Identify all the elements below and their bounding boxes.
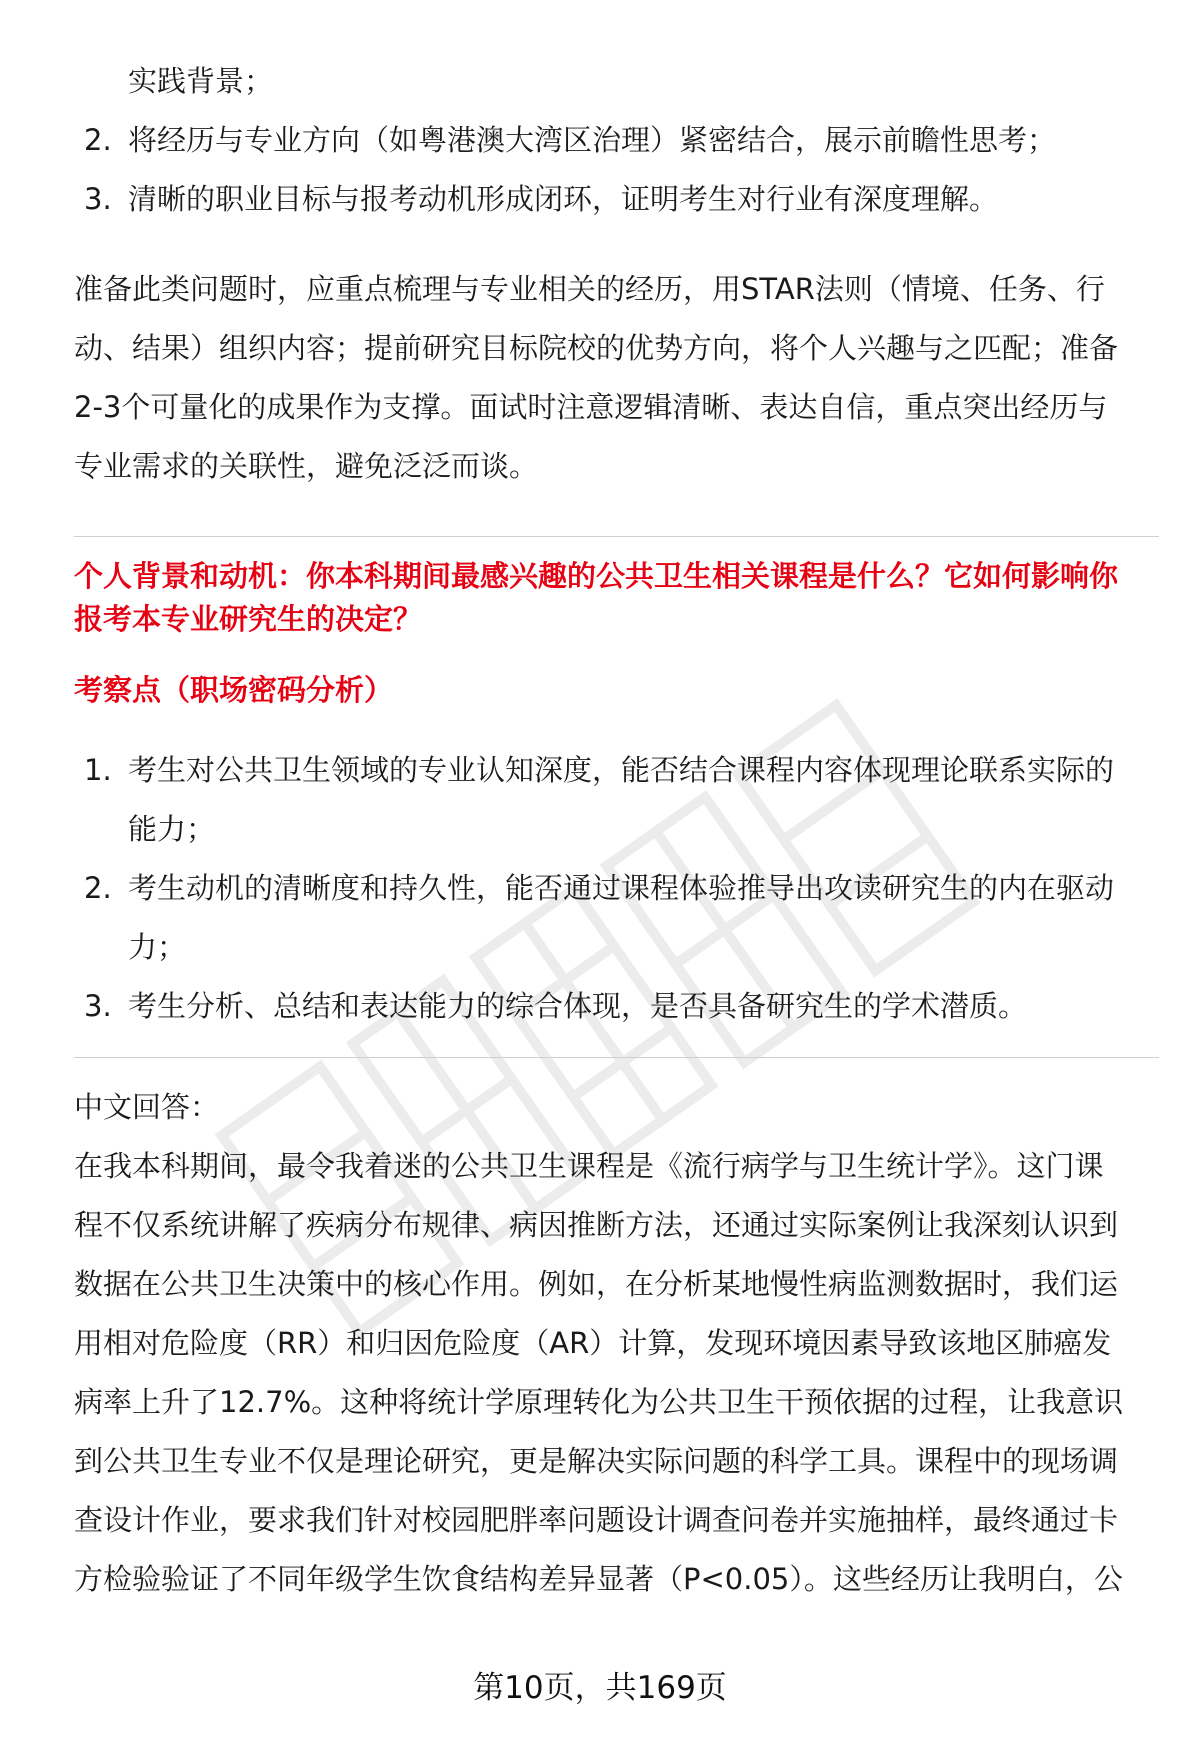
page-number-footer: 第10页，共169页 <box>473 1670 727 1706</box>
list-item-text: 力； <box>128 930 187 964</box>
list-item-text: 考生分析、总结和表达能力的综合体现，是否具备研究生的学术潜质。 <box>128 989 1028 1023</box>
list-item-text: 清晰的职业目标与报考动机形成闭环，证明考生对行业有深度理解。 <box>128 182 999 216</box>
criteria-list-a <box>74 111 1159 229</box>
list-number: 3. <box>84 182 112 216</box>
answer-line: 用相对危险度（RR）和归因危险度（AR）计算，发现环境因素导致该地区肺癌发 <box>74 1326 1112 1360</box>
answer-line: 病率上升了12.7%。这种将统计学原理转化为公共卫生干预依据的过程，让我意识 <box>74 1385 1124 1419</box>
preparation-paragraph <box>74 260 1159 496</box>
answer-line: 在我本科期间，最令我着迷的公共卫生课程是《流行病学与卫生统计学》。这门课 <box>74 1149 1104 1183</box>
page-content <box>74 52 1159 1609</box>
answer-label: 中文回答： <box>74 1090 220 1124</box>
list-item-text: 将经历与专业方向（如粤港澳大湾区治理）紧密结合，展示前瞻性思考； <box>128 123 1057 157</box>
answer-paragraph <box>74 1137 1159 1609</box>
list-item <box>74 859 1159 977</box>
list-item <box>74 170 1159 229</box>
paragraph-line: 2-3个可量化的成果作为支撑。面试时注意逻辑清晰、表达自信，重点突出经历与 <box>74 390 1108 424</box>
list-number: 3. <box>84 989 112 1023</box>
paragraph-line: 准备此类问题时，应重点梳理与专业相关的经历，用STAR法则（情境、任务、行 <box>74 272 1105 306</box>
list-number: 2. <box>84 123 112 157</box>
answer-line: 到公共卫生专业不仅是理论研究，更是解决实际问题的科学工具。课程中的现场调 <box>74 1444 1119 1478</box>
criteria-list-b <box>74 741 1159 1036</box>
question-line: 报考本专业研究生的决定？ <box>74 602 423 636</box>
answer-line: 程不仅系统讲解了疾病分布规律、病因推断方法，还通过实际案例让我深刻认识到 <box>74 1208 1119 1242</box>
paragraph-line: 动、结果）组织内容；提前研究目标院校的优势方向，将个人兴趣与之匹配；准备 <box>74 331 1119 365</box>
list-item <box>74 111 1159 170</box>
answer-line: 方检验验证了不同年级学生饮食结构差异显著（P<0.05）。这些经历让我明白，公 <box>74 1562 1123 1596</box>
list-item <box>74 977 1159 1036</box>
interview-question <box>74 555 1159 641</box>
analysis-heading: 考察点（职场密码分析） <box>74 673 394 707</box>
list-item-text: 考生对公共卫生领域的专业认知深度，能否结合课程内容体现理论联系实际的 <box>128 753 1115 787</box>
paragraph-line: 专业需求的关联性，避免泛泛而谈。 <box>74 449 539 483</box>
list-item <box>74 741 1159 859</box>
answer-line: 数据在公共卫生决策中的核心作用。例如，在分析某地慢性病监测数据时，我们运 <box>74 1267 1119 1301</box>
list-item-text: 考生动机的清晰度和持久性，能否通过课程体验推导出攻读研究生的内在驱动 <box>128 871 1115 905</box>
list-number: 1. <box>84 753 112 787</box>
answer-line: 查设计作业，要求我们针对校园肥胖率问题设计调查问卷并实施抽样，最终通过卡 <box>74 1503 1119 1537</box>
list-item-text: 能力； <box>128 812 216 846</box>
question-line: 个人背景和动机：你本科期间最感兴趣的公共卫生相关课程是什么？它如何影响你 <box>74 559 1119 593</box>
list-number: 2. <box>84 871 112 905</box>
list-continuation-line: 实践背景； <box>128 64 274 98</box>
